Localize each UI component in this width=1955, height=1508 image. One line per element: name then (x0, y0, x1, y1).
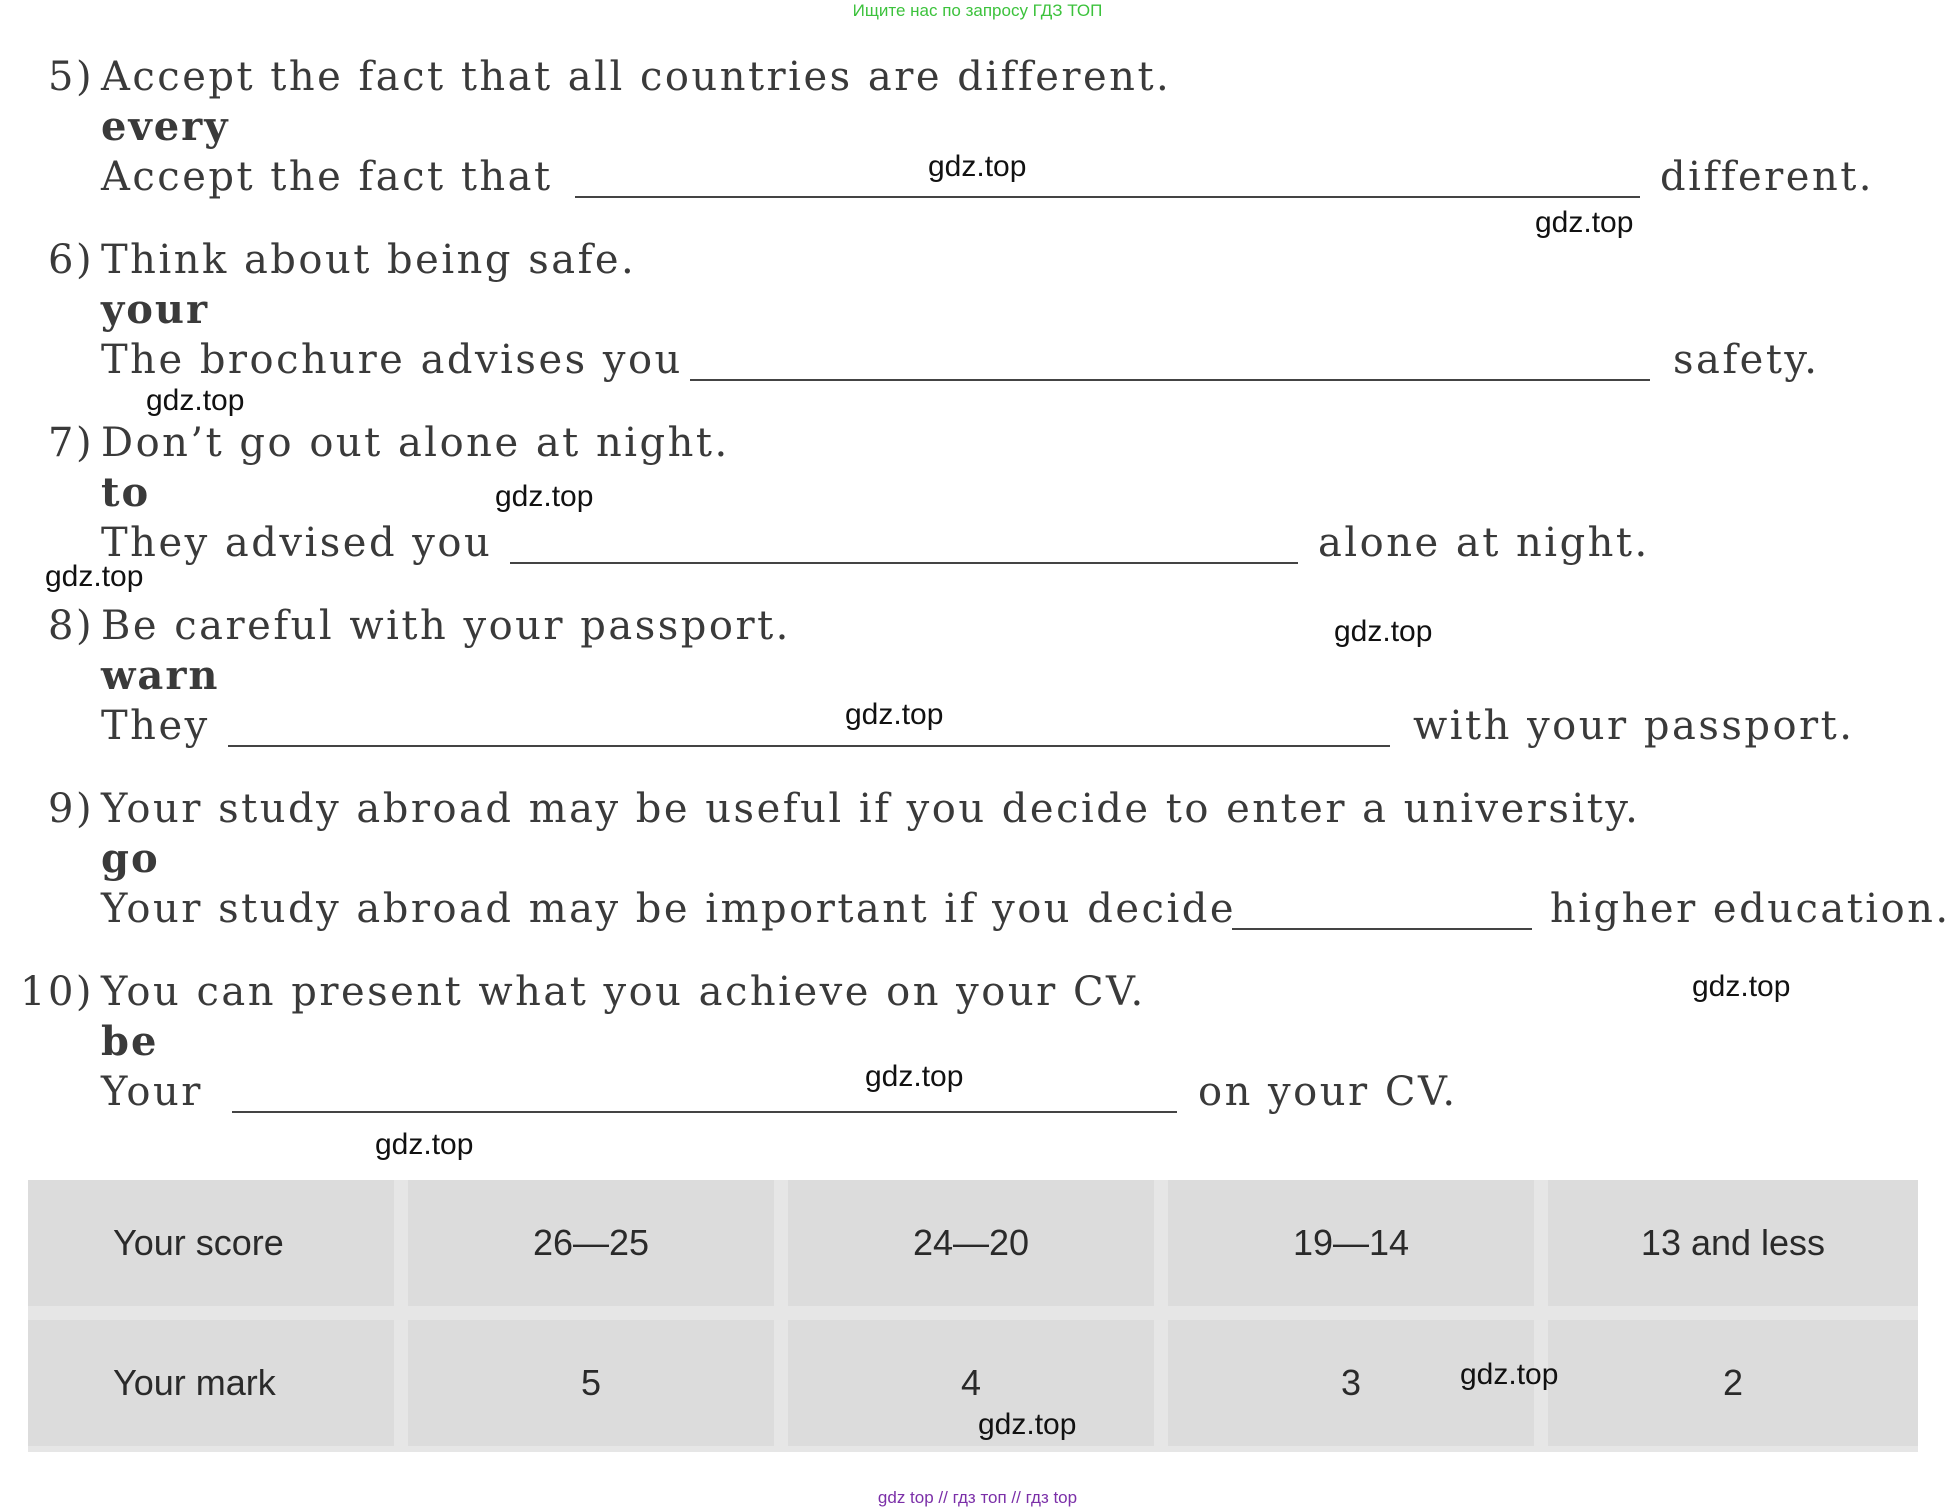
watermark: gdz.top (1692, 970, 1791, 1003)
score-cell: 19—14 (1168, 1180, 1534, 1306)
exercise-prompt: You can present what you achieve on your CV. (101, 969, 1146, 1015)
mark-cell: 5 (408, 1320, 774, 1446)
exercise-number: 10) (20, 969, 95, 1015)
watermark: gdz.top (146, 384, 245, 417)
exercise-prompt: Think about being safe. (101, 237, 637, 283)
sentence-start: Accept the fact that (101, 154, 553, 200)
exercise-keyword: to (101, 469, 151, 516)
sentence-end: safety. (1673, 337, 1820, 383)
watermark: gdz.top (928, 150, 1027, 183)
top-search-banner[interactable]: Ищите нас по запросу ГДЗ ТОП (852, 1, 1103, 20)
exercise-keyword: be (101, 1018, 159, 1065)
exercise-prompt: Don’t go out alone at night. (101, 420, 730, 466)
watermark: gdz.top (45, 560, 144, 593)
score-cell: 24—20 (788, 1180, 1154, 1306)
exercise-number: 7) (48, 420, 95, 466)
mark-cell: 4 (788, 1320, 1154, 1446)
sentence-end: different. (1660, 154, 1875, 200)
exercise-keyword: go (101, 835, 160, 882)
mark-label: Your mark (28, 1320, 394, 1446)
sentence-end: higher education. (1550, 886, 1951, 932)
mark-cell: 2 (1548, 1320, 1918, 1446)
watermark: gdz.top (978, 1408, 1077, 1441)
sentence-end: with your passport. (1413, 703, 1855, 749)
exercise-number: 5) (48, 54, 95, 100)
exercise-keyword: your (101, 286, 210, 333)
watermark: gdz.top (845, 698, 944, 731)
mark-cell: 3 (1168, 1320, 1534, 1446)
exercise-prompt: Your study abroad may be useful if you decide to enter a university. (101, 786, 1641, 832)
mark-row (28, 1320, 1918, 1446)
sentence-start: They advised you (101, 520, 493, 566)
score-cell: 13 and less (1548, 1180, 1918, 1306)
exercise-number: 9) (48, 786, 95, 832)
footer-links[interactable]: gdz top // гдз топ // гдз top (877, 1488, 1078, 1507)
score-cell: 26—25 (408, 1180, 774, 1306)
sentence-start: They (101, 703, 210, 749)
exercise-prompt: Be careful with your passport. (101, 603, 791, 649)
watermark: gdz.top (1460, 1358, 1559, 1391)
exercise-number: 6) (48, 237, 95, 283)
sentence-start: Your (101, 1069, 203, 1115)
answer-blank[interactable] (575, 196, 1640, 198)
score-table (28, 1180, 1918, 1452)
answer-blank[interactable] (228, 745, 1390, 747)
sentence-end: alone at night. (1318, 520, 1650, 566)
watermark: gdz.top (1535, 206, 1634, 239)
answer-blank[interactable] (690, 379, 1650, 381)
answer-blank[interactable] (510, 562, 1298, 564)
watermark: gdz.top (865, 1060, 964, 1093)
watermark: gdz.top (375, 1128, 474, 1161)
sentence-start: Your study abroad may be important if you decide (101, 886, 1237, 932)
answer-blank[interactable] (1232, 928, 1532, 930)
exercise-keyword: warn (101, 652, 220, 699)
watermark: gdz.top (495, 480, 594, 513)
score-row (28, 1180, 1918, 1306)
sentence-end: on your CV. (1198, 1069, 1458, 1115)
score-label: Your score (28, 1180, 394, 1306)
exercise-number: 8) (48, 603, 95, 649)
exercise-prompt: Accept the fact that all countries are different. (101, 54, 1172, 100)
watermark: gdz.top (1334, 615, 1433, 648)
sentence-start: The brochure advises you (101, 337, 683, 383)
exercise-keyword: every (101, 103, 230, 150)
answer-blank[interactable] (232, 1111, 1177, 1113)
